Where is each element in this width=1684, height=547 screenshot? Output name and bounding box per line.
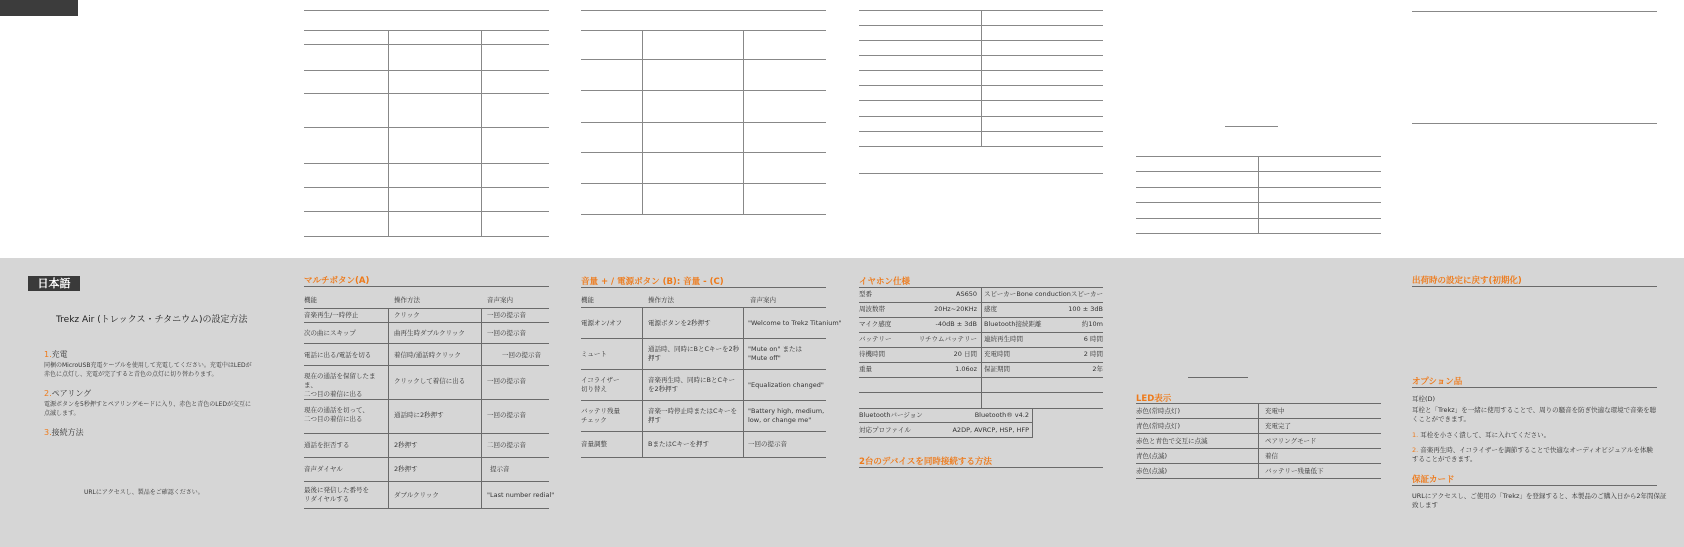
multi-col-header: 音声案内 — [487, 296, 513, 304]
spec-value: 100 ± 3dB — [1068, 305, 1103, 313]
spec-value: 6 時間 — [1083, 335, 1103, 343]
table-cell: 通話時に2秒押す — [394, 411, 444, 419]
table-cell: 電話に出る/電話を切る — [304, 351, 372, 359]
spec-label: マイク感度 — [859, 320, 892, 328]
spec-value: リチウムバッテリー — [918, 335, 977, 343]
table-cell: 現在の通話を保留したまま、 二つ目の着信に出る — [304, 372, 376, 398]
multi-col-header: 操作方法 — [394, 296, 420, 304]
options-item-num: 2. — [1412, 446, 1419, 454]
manual-content-band — [0, 258, 1684, 547]
spec-value: 2年 — [1092, 365, 1103, 373]
multi-col-header: 機能 — [304, 296, 317, 304]
table-cell: ダブルクリック — [394, 491, 439, 499]
spec-label: 感度 — [984, 305, 997, 313]
led-pattern: 赤色(点滅) — [1136, 467, 1168, 475]
step-1-text: 同梱のMicroUSB充電ケーブルを使用して充電してください。充電中はLEDが赤色に点灯し、充電が完了すると青色の点灯に切り替わります。 — [44, 362, 252, 378]
table-cell: 一回の提示音 — [487, 411, 526, 419]
step-3-num: 3. — [44, 428, 52, 437]
table-cell: "Welcome to Trekz Titanium" — [748, 319, 842, 327]
table-cell: 着信時/通話時クリック — [394, 351, 461, 359]
bt-value: A2DP, AVRCP, HSP, HFP — [952, 426, 1029, 434]
led-meaning: 充電中 — [1265, 407, 1285, 415]
step-2-text: 電源ボタンを5秒押すとペアリングモードに入り、赤色と青色のLEDが交互に点滅します。 — [44, 401, 251, 417]
table-cell: 電源ボタンを2秒押す — [648, 319, 711, 327]
step-1-heading — [44, 350, 68, 359]
volume-col-header: 音声案内 — [750, 296, 776, 304]
led-pattern: 赤色(常時点灯) — [1136, 407, 1181, 415]
options-item-1 — [1412, 431, 1550, 440]
volume-col-header: 操作方法 — [648, 296, 674, 304]
table-cell: 音楽再生時、同時にBとCキーを2秒押す — [648, 376, 735, 393]
dual-connect-section-title: 2台のデバイスを同時接続する方法 — [859, 457, 992, 467]
warranty-section-title: 保証カード — [1412, 475, 1455, 485]
bt-label: Bluetoothバージョン — [859, 411, 923, 419]
table-cell: "Last number redial" — [487, 491, 555, 499]
step-2-num: 2. — [44, 389, 52, 398]
volume-col-header: 機能 — [581, 296, 594, 304]
spec-value: -40dB ± 3dB — [935, 320, 977, 328]
spec-label: 周波数帯 — [859, 305, 885, 313]
table-cell: 次の曲にスキップ — [304, 329, 356, 337]
volume-section-title: 音量 + / 電源ボタン (B): 音量 - (C) — [581, 277, 724, 287]
spec-label: 連続再生時間 — [984, 335, 1023, 343]
spec-value: 20 日間 — [953, 350, 977, 358]
options-text: 耳栓と「Trekz」を一緒に使用することで、周りの騒音を防ぎ快適な環境で音楽を聴くことができます。 — [1412, 406, 1657, 423]
language-label: 日本語 — [28, 276, 80, 291]
table-cell: 2秒押す — [394, 441, 418, 449]
url-note: URLにアクセスし、製品をご確認ください。 — [84, 489, 204, 496]
led-section-title: LED表示 — [1136, 394, 1172, 404]
spec-label: 充電時間 — [984, 350, 1010, 358]
table-cell: 一回の提示音 — [487, 311, 526, 319]
table-cell: 通話時、同時にBとCキーを2秒押す — [648, 345, 740, 362]
step-3-heading — [44, 428, 84, 437]
table-cell: クリック — [394, 311, 420, 319]
table-cell: 一回の提示音 — [502, 351, 541, 359]
led-pattern: 青色(常時点灯) — [1136, 422, 1181, 430]
options-item-2 — [1412, 446, 1657, 464]
step-2-heading — [44, 389, 91, 398]
options-item-num: 1. — [1412, 431, 1419, 439]
table-cell: 提示音 — [490, 465, 510, 473]
options-section-title: オプション品 — [1412, 377, 1463, 387]
spec-value: 2 時間 — [1083, 350, 1103, 358]
table-cell: ミュート — [581, 350, 607, 358]
options-item-text: 音楽再生時、イコライザーを調節することで快適なオーディオビジュアルを体験することができます。 — [1412, 446, 1653, 463]
spec-value: 約10m — [1081, 320, 1103, 328]
table-cell: バッテリ残量 チェック — [581, 407, 620, 424]
step-1-num: 1. — [44, 350, 52, 359]
table-cell: 音声ダイヤル — [304, 465, 343, 473]
spec-label: 重量 — [859, 365, 872, 373]
table-cell: 音楽一時停止時またはCキーを押す — [648, 407, 738, 424]
table-cell: 一回の提示音 — [748, 440, 787, 448]
spec-value: 1.06oz — [955, 365, 977, 373]
table-cell: 曲再生時ダブルクリック — [394, 329, 465, 337]
spec-label: 保証期間 — [984, 365, 1010, 373]
top-left-dark-tab — [0, 0, 78, 16]
led-meaning: ペアリングモード — [1265, 437, 1317, 445]
table-cell: 音楽再生/一時停止 — [304, 311, 359, 319]
spec-value: Bone conductionスピーカー — [1016, 290, 1103, 298]
led-meaning: 着信 — [1265, 452, 1278, 460]
table-cell: 音量調整 — [581, 440, 607, 448]
spec-section-title: イヤホン仕様 — [859, 277, 911, 287]
table-cell: 電源オン/オフ — [581, 319, 622, 327]
bt-label: 対応プロファイル — [859, 426, 911, 434]
table-cell: BまたはCキーを押す — [648, 440, 709, 448]
table-cell: 一回の提示音 — [487, 329, 526, 337]
table-cell: "Equalization changed" — [748, 381, 824, 389]
led-meaning: バッテリー残量低下 — [1265, 467, 1324, 475]
spec-label: Bluetooth接続距離 — [984, 320, 1042, 328]
led-pattern: 赤色と青色で交互に点滅 — [1136, 437, 1208, 445]
multi-button-section-title: マルチボタン(A) — [304, 276, 370, 286]
table-cell: 2秒押す — [394, 465, 418, 473]
table-cell: "Mute on" または "Mute off" — [748, 345, 802, 362]
bt-value: Bluetooth® v4.2 — [974, 411, 1029, 419]
spec-value: 20Hz~20KHz — [934, 305, 977, 313]
page-title: Trekz Air (トレックス・チタニウム)の設定方法 — [56, 315, 248, 325]
table-cell: 一回の提示音 — [487, 377, 526, 385]
options-item-text: 耳栓を小さく潰して、耳に入れてください。 — [1420, 431, 1551, 439]
step-3-title: 接続方法 — [51, 428, 84, 437]
spec-value: AS650 — [956, 290, 977, 298]
step-2-title: ペアリング — [51, 389, 92, 398]
spec-label: 型番 — [859, 290, 872, 298]
table-cell: 現在の通話を切って、 二つ目の着信に出る — [304, 406, 369, 423]
step-1-title: 充電 — [51, 350, 68, 359]
warranty-text: URLにアクセスし、ご使用の「Trekz」を登録すると、本製品のご購入日から2年間保証致します — [1412, 492, 1667, 509]
spec-label: 待機時間 — [859, 350, 885, 358]
reset-section-title: 出荷時の設定に戻す(初期化) — [1412, 276, 1522, 286]
led-pattern: 青色(点滅) — [1136, 452, 1168, 460]
table-cell: 二回の提示音 — [487, 441, 526, 449]
table-cell: イコライザー 切り替え — [581, 376, 620, 393]
table-cell: "Battery high, medium, low, or change me" — [748, 407, 825, 424]
spec-label: バッテリー — [859, 335, 892, 343]
options-subtitle: 耳栓(D) — [1412, 395, 1436, 403]
table-cell: クリックして着信に出る — [394, 377, 466, 385]
led-meaning: 充電完了 — [1265, 422, 1291, 430]
table-cell: 最後に発信した番号を リダイヤルする — [304, 486, 369, 503]
table-cell: 通話を拒否する — [304, 441, 350, 449]
spec-label: スピーカー — [984, 290, 1017, 298]
